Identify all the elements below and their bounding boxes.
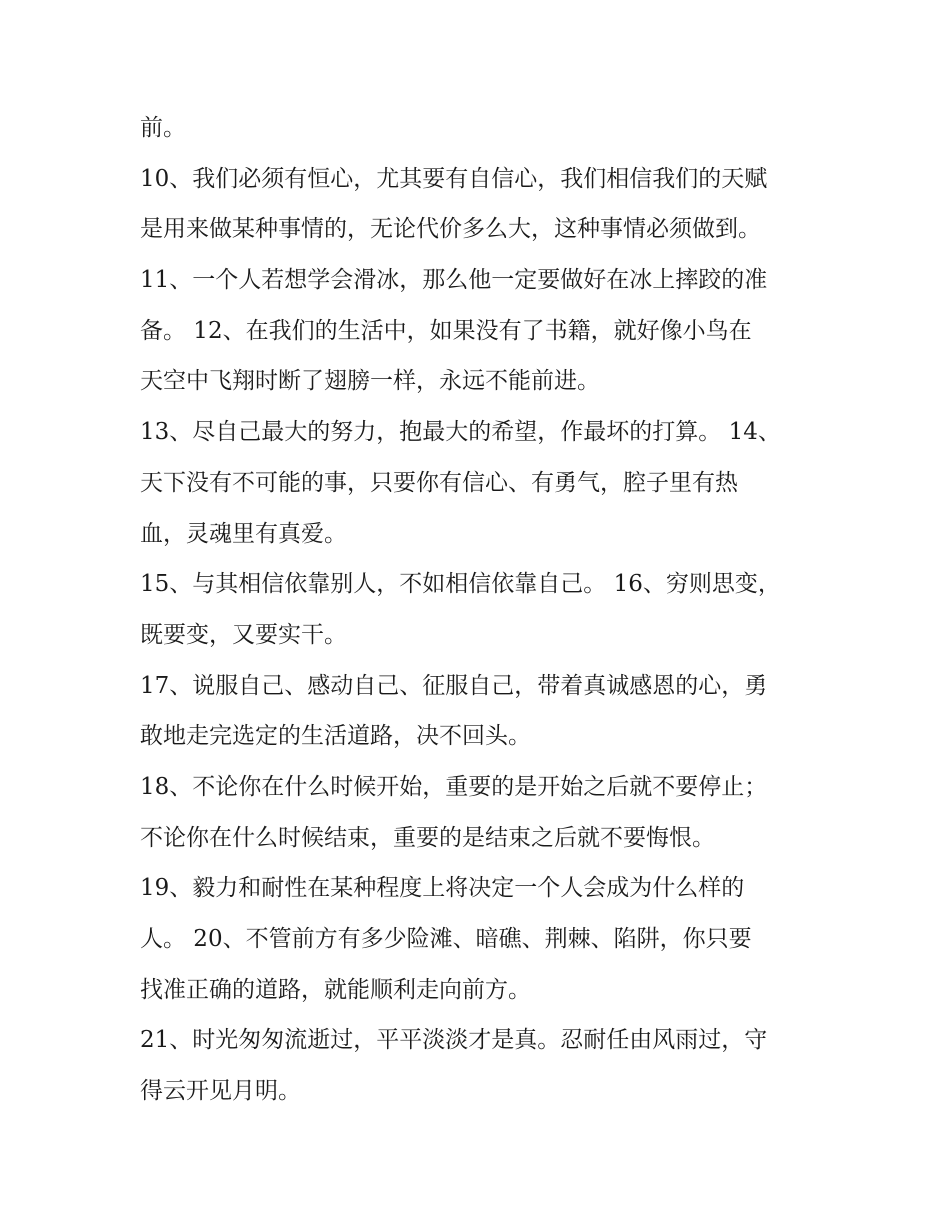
text-line: 不论你在什么时候结束，重要的是结束之后就不要悔恨。 <box>140 824 715 851</box>
text-line: 18、不论你在什么时候开始，重要的是开始之后就不要停止； <box>140 773 768 800</box>
text-line: 天下没有不可能的事，只要你有信心、有勇气，腔子里有热 <box>140 469 738 496</box>
text-line: 17、说服自己、感动自己、征服自己，带着真诚感恩的心，勇 <box>140 672 768 699</box>
text-line: 既要变，又要实干。 <box>140 621 347 648</box>
text-line: 19、毅力和耐性在某种程度上将决定一个人会成为什么样的 <box>140 875 745 902</box>
text-line: 21、时光匆匆流逝过，平平淡淡才是真。忍耐任由风雨过，守 <box>140 1027 768 1054</box>
text-line: 10、我们必须有恒心，尤其要有自信心，我们相信我们的天赋 <box>140 165 768 192</box>
text-line: 是用来做某种事情的，无论代价多么大，这种事情必须做到。 <box>140 216 761 243</box>
text-line: 11、一个人若想学会滑冰，那么他一定要做好在冰上摔跤的准 <box>140 267 768 294</box>
text-line: 天空中飞翔时断了翅膀一样，永远不能前进。 <box>140 368 600 395</box>
text-line: 得云开见月明。 <box>140 1078 301 1105</box>
document-body <box>140 103 820 1117</box>
text-line: 找准正确的道路，就能顺利走向前方。 <box>140 976 531 1003</box>
text-line: 敢地走完选定的生活道路，决不回头。 <box>140 723 531 750</box>
text-line: 前。 <box>140 115 186 141</box>
text-line: 备。 12、在我们的生活中，如果没有了书籍，就好像小鸟在 <box>140 317 752 344</box>
text-line: 血，灵魂里有真爱。 <box>140 520 347 547</box>
text-line: 人。 20、不管前方有多少险滩、暗礁、荆棘、陷阱，你只要 <box>140 926 752 952</box>
text-line: 13、尽自己最大的努力，抱最大的希望，作最坏的打算。 14、 <box>140 419 781 446</box>
text-line: 15、与其相信依靠别人，不如相信依靠自己。 16、穷则思变， <box>140 571 781 598</box>
